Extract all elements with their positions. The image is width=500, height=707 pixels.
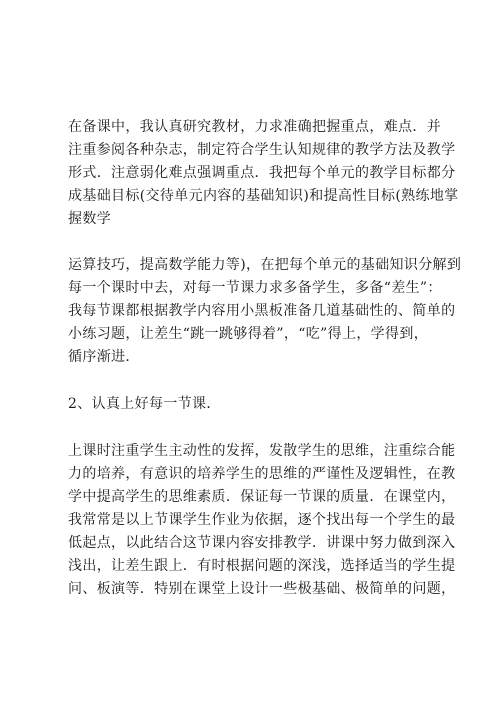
text-line: 注重参阅各种杂志，制定符合学生认知规律的教学方法及教学 [68, 142, 456, 158]
text-line: 形式．注意弱化难点强调重点．我把每个单元的教学目标都分 [68, 165, 456, 181]
text-line: 上课时注重学生主动性的发挥，发散学生的思维，注重综合能 [68, 443, 456, 459]
text-line: 我常常是以上节课学生作业为依据，逐个找出每一个学生的最 [68, 512, 456, 528]
text-line: 每一个课时中去，对每一节课力求多备学生，多备“差生”： [68, 280, 442, 296]
text-line: 浅出，让差生跟上．有时根据问题的深浅，选择适当的学生提 [68, 558, 456, 574]
text-line: 我每节课都根据教学内容用小黑板准备几道基础性的、简单的 [68, 303, 456, 319]
text-line: 握数学 [68, 211, 112, 227]
text-line: 运算技巧，提高数学能力等)，在把每个单元的基础知识分解到 [68, 257, 462, 273]
text-line: 在备课中，我认真研究教材，力求准确把握重点，难点．并 [68, 119, 442, 135]
text-line: 力的培养，有意识的培养学生的思维的严谨性及逻辑性，在教 [68, 466, 456, 482]
text-line: 循序渐进． [68, 349, 140, 365]
section-heading: 2、认真上好每一节课． [68, 396, 221, 412]
text-line: 小练习题，让差生“跳一跳够得着”，“吃”得上，学得到， [68, 326, 429, 342]
text-line: 问、板演等．特别在课堂上设计一些极基础、极简单的问题， [68, 581, 456, 597]
text-line: 成基础目标(交待单元内容的基础知识)和提高性目标(熟练地掌 [68, 188, 459, 204]
text-line: 低起点，以此结合这节课内容安排教学．讲课中努力做到深入 [68, 535, 456, 551]
text-line: 学中提高学生的思维素质．保证每一节课的质量．在课堂内， [68, 489, 456, 505]
